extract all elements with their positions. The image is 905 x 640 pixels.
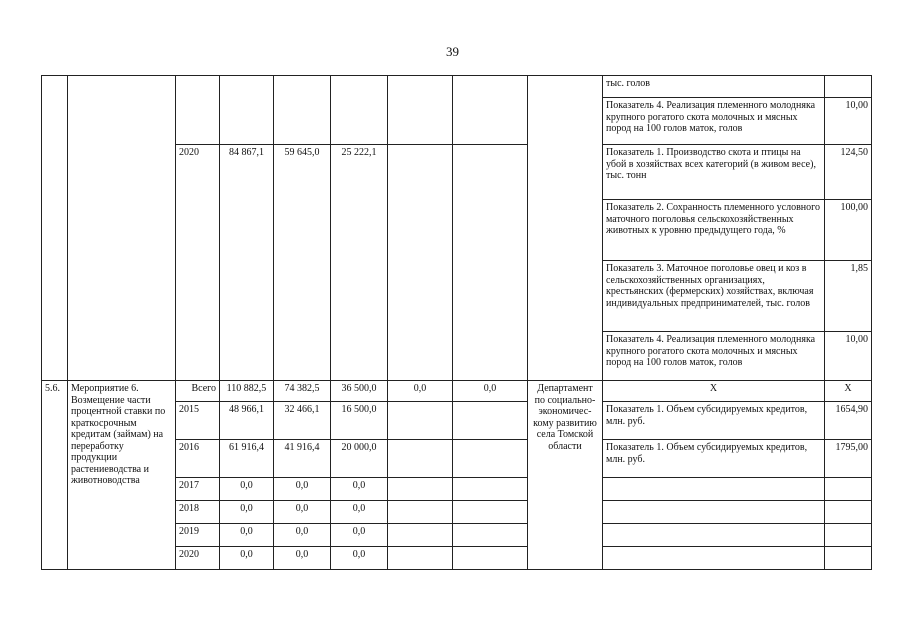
indicator-text: Показатель 1. Объем субсидируемых кредитов, млн. руб. — [603, 402, 825, 440]
empty-cell — [528, 76, 603, 381]
empty-cell — [274, 76, 331, 145]
table-row — [42, 381, 872, 402]
indicator-value: 1654,90 — [825, 402, 872, 440]
value-cell: 0,0 — [388, 381, 453, 402]
value-cell: 74 382,5 — [274, 381, 331, 402]
year-cell: 2015 — [176, 402, 220, 440]
value-cell: 0,0 — [453, 381, 528, 402]
empty-cell — [453, 440, 528, 478]
value-cell: 0,0 — [274, 501, 331, 524]
year-cell: 2020 — [176, 145, 220, 381]
empty-cell — [388, 145, 453, 381]
year-cell: 2019 — [176, 524, 220, 547]
indicator-text: Показатель 4. Реализация племенного молодняка крупного рогатого скота молочных и мясных пород на 100 голов маток, голов — [603, 332, 825, 381]
value-cell: 36 500,0 — [331, 381, 388, 402]
indicator-text — [603, 524, 825, 547]
indicator-text: Показатель 3. Маточное поголовье овец и коз в сельскохозяйственных организациях, крестьянских (фермерских) хозяйствах, включая индивидуальных предпринимателей, тыс. голов — [603, 261, 825, 332]
executor-cell: Департамент по социально-экономичес-кому развитию села Томской области — [528, 381, 603, 570]
empty-cell — [388, 501, 453, 524]
empty-cell — [331, 76, 388, 145]
indicator-text: тыс. голов — [603, 76, 825, 98]
indicator-value — [825, 501, 872, 524]
value-cell: 41 916,4 — [274, 440, 331, 478]
total-cell: 61 916,4 — [220, 440, 274, 478]
value-cell: 0,0 — [274, 478, 331, 501]
total-cell: 0,0 — [220, 547, 274, 570]
value-cell: 0,0 — [274, 524, 331, 547]
total-cell: 0,0 — [220, 524, 274, 547]
empty-cell — [453, 547, 528, 570]
page-number: 39 — [446, 44, 459, 59]
indicator-value: 10,00 — [825, 332, 872, 381]
value-cell: 0,0 — [331, 524, 388, 547]
empty-cell — [453, 76, 528, 145]
indicator-text: Показатель 4. Реализация племенного молодняка крупного рогатого скота молочных и мясных пород на 100 голов маток, голов — [603, 98, 825, 145]
empty-cell — [453, 524, 528, 547]
indicator-value: 124,50 — [825, 145, 872, 200]
year-cell: 2018 — [176, 501, 220, 524]
value-cell: 0,0 — [331, 501, 388, 524]
empty-cell — [453, 501, 528, 524]
value-cell: 59 645,0 — [274, 145, 331, 381]
year-cell: 2020 — [176, 547, 220, 570]
indicator-text: Показатель 1. Объем субсидируемых кредитов, млн. руб. — [603, 440, 825, 478]
value-cell: 16 500,0 — [331, 402, 388, 440]
total-cell: 0,0 — [220, 478, 274, 501]
total-cell: 0,0 — [220, 501, 274, 524]
empty-cell — [453, 145, 528, 381]
indicator-value: 10,00 — [825, 98, 872, 145]
empty-cell — [388, 402, 453, 440]
value-cell: 0,0 — [331, 478, 388, 501]
empty-cell — [388, 547, 453, 570]
indicator-value — [825, 547, 872, 570]
measure-name: Мероприятие 6. Возмещение части процентной ставки по краткосрочным кредитам (займам) на переработку продукции растениеводства и животноводства — [68, 381, 176, 570]
empty-cell — [453, 402, 528, 440]
value-cell: 0,0 — [331, 547, 388, 570]
indicator-value: 1795,00 — [825, 440, 872, 478]
empty-cell — [388, 478, 453, 501]
empty-cell — [220, 76, 274, 145]
indicator-text: Показатель 2. Сохранность племенного условного маточного поголовья сельскохозяйственных животных к уровню предыдущего года, % — [603, 200, 825, 261]
indicator-value — [825, 524, 872, 547]
value-cell: 32 466,1 — [274, 402, 331, 440]
value-cell: 0,0 — [274, 547, 331, 570]
indicator-text — [603, 501, 825, 524]
total-cell: 110 882,5 — [220, 381, 274, 402]
row-label: Всего — [176, 381, 220, 402]
year-cell: 2016 — [176, 440, 220, 478]
indicator-text — [603, 478, 825, 501]
indicator-value: 1,85 — [825, 261, 872, 332]
value-cell: 25 222,1 — [331, 145, 388, 381]
indicator-value: Х — [825, 381, 872, 402]
indicator-text: Показатель 1. Производство скота и птицы на убой в хозяйствах всех категорий (в живом весе), тыс. тонн — [603, 145, 825, 200]
indicator-text: Х — [603, 381, 825, 402]
value-cell: 20 000,0 — [331, 440, 388, 478]
program-table — [41, 75, 872, 570]
empty-cell — [388, 440, 453, 478]
empty-cell — [68, 76, 176, 381]
empty-cell — [176, 76, 220, 145]
year-cell: 2017 — [176, 478, 220, 501]
empty-cell — [825, 76, 872, 98]
indicator-value — [825, 478, 872, 501]
indicator-text — [603, 547, 825, 570]
empty-cell — [453, 478, 528, 501]
total-cell: 48 966,1 — [220, 402, 274, 440]
total-cell: 84 867,1 — [220, 145, 274, 381]
indicator-value: 100,00 — [825, 200, 872, 261]
empty-cell — [42, 76, 68, 381]
empty-cell — [388, 524, 453, 547]
empty-cell — [388, 76, 453, 145]
measure-number: 5.6. — [42, 381, 68, 570]
table-row — [42, 76, 872, 98]
